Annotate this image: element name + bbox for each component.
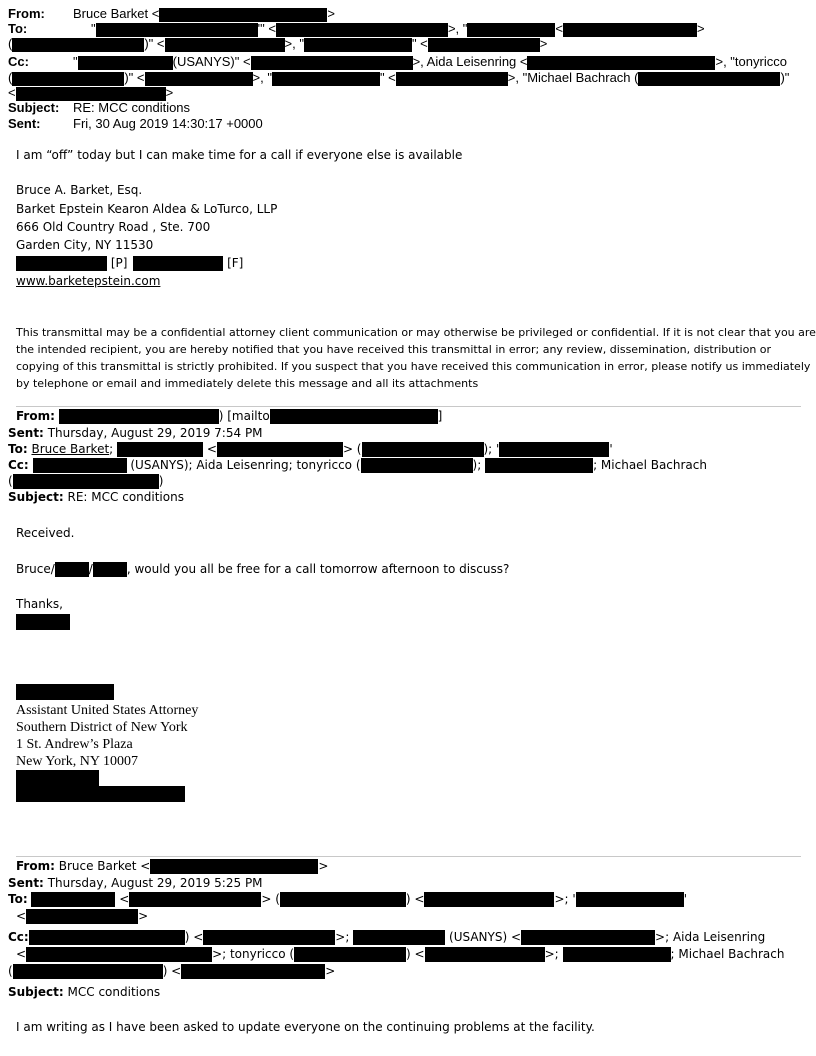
redaction: [362, 442, 484, 457]
subject-label: Subject:: [8, 490, 64, 504]
redaction: [485, 458, 593, 473]
redaction: [159, 8, 327, 22]
redaction: [29, 930, 185, 945]
text: )": [780, 70, 790, 85]
redaction: [353, 930, 445, 945]
sent-label: Sent:: [8, 876, 44, 890]
header-cc-line-1: [8, 55, 787, 70]
message-3-cc-line-2: [16, 946, 784, 963]
message-3-cc-line-3: [8, 963, 335, 980]
text: (: [8, 474, 13, 488]
text: >; Aida Leisenring: [655, 930, 766, 944]
text: ) <: [405, 892, 425, 906]
signature-title-4: New York, NY 10007: [16, 754, 138, 769]
cc-label: Cc:: [8, 930, 29, 944]
text: ) <: [184, 930, 204, 944]
redaction: [165, 38, 285, 52]
header-sent-line: [8, 117, 263, 131]
redaction: [59, 409, 219, 424]
redaction: [16, 684, 114, 700]
text: ; Michael Bachrach: [593, 458, 707, 472]
redaction: [33, 458, 127, 473]
redaction: [280, 892, 406, 907]
divider: [16, 856, 801, 857]
redaction: [96, 23, 258, 37]
text: >, "tonyricco: [715, 54, 787, 69]
from-label: From:: [8, 6, 45, 21]
message-2-thanks: Thanks,: [16, 597, 63, 611]
message-3-to-line-2: [16, 908, 148, 925]
cc-label: Cc:: [8, 54, 29, 69]
redaction: [527, 56, 715, 70]
message-3-sent-line: [8, 875, 263, 892]
message-1-body: I am “off” today but I can make time for a call if everyone else is available: [16, 148, 463, 162]
text: ;: [109, 442, 114, 456]
text: ); ': [483, 442, 500, 456]
redaction: [26, 947, 212, 962]
message-2-from-line: [16, 408, 442, 425]
text: ": [91, 21, 96, 36]
message-2-sent-line: [8, 425, 263, 442]
text: " <: [411, 36, 428, 51]
redaction: [576, 892, 684, 907]
text: >, ": [284, 36, 304, 51]
disclaimer-line-2: the intended recipient, you are hereby notified that you have received this transmittal in error; any review, dissemination, distribution or: [16, 343, 772, 356]
divider: [16, 406, 801, 407]
redaction: [13, 474, 159, 489]
phone-tag: [P]: [110, 256, 128, 270]
from-name: Bruce Barket <: [58, 859, 151, 873]
text: (USANYS)" <: [172, 54, 251, 69]
redaction: [521, 930, 655, 945]
redaction: [78, 56, 173, 70]
text: ): [158, 474, 164, 488]
text: (: [8, 964, 13, 978]
sent-label: Sent:: [8, 116, 41, 131]
signature-website-link[interactable]: [16, 273, 160, 290]
signature-address-2: Garden City, NY 11530: [16, 238, 154, 252]
signature-title-1: Assistant United States Attorney: [16, 703, 199, 718]
redaction: [93, 562, 127, 577]
redaction: [425, 947, 545, 962]
header-from-line: [8, 7, 335, 22]
text: <: [16, 947, 27, 961]
subject: RE: MCC conditions: [73, 100, 191, 115]
message-3-from-line: [16, 858, 328, 875]
text: ': [683, 892, 688, 906]
redaction: [16, 786, 185, 802]
message-3-cc-line: [8, 929, 765, 946]
text: , would you all be free for a call tomorrow afternoon to discuss?: [126, 562, 510, 576]
text: >;: [335, 930, 350, 944]
to-name[interactable]: Bruce Barket: [31, 442, 110, 456]
sent-date: Thursday, August 29, 2019 5:25 PM: [47, 876, 263, 890]
text: ]: [437, 409, 443, 423]
text: >: [325, 964, 336, 978]
text: >, ": [252, 70, 272, 85]
redaction: [203, 930, 335, 945]
cc-label: Cc:: [8, 458, 29, 472]
website-link-text[interactable]: www.barketepstein.com: [16, 274, 161, 288]
redaction: [55, 562, 89, 577]
text: >, Aida Leisenring <: [412, 54, 528, 69]
text: >; ': [554, 892, 576, 906]
message-3-body: I am writing as I have been asked to update everyone on the continuing problems at the facility.: [16, 1020, 595, 1034]
text: >: [696, 21, 705, 36]
from-name: Bruce Barket <: [73, 6, 160, 21]
text: <: [555, 21, 563, 36]
message-3-subject-line: [8, 984, 160, 1001]
text: );: [472, 458, 482, 472]
redaction: [563, 947, 671, 962]
text: (: [8, 36, 13, 51]
header-cc-line-2: [8, 71, 789, 86]
redaction: [26, 909, 138, 924]
fax-tag: [F]: [227, 256, 244, 270]
text: ) <: [162, 964, 182, 978]
redaction: [16, 256, 107, 271]
header-to-line-1: [8, 22, 705, 37]
redaction: [145, 72, 253, 86]
redaction: [150, 859, 318, 874]
text: Bruce/: [16, 562, 55, 576]
redaction: [133, 256, 223, 271]
text: )" <: [124, 70, 145, 85]
text: (USANYS) <: [449, 930, 522, 944]
redaction: [467, 23, 555, 37]
from-label: From:: [16, 409, 55, 423]
text: >: [318, 859, 329, 873]
text: > (: [261, 892, 280, 906]
disclaimer-line-3: copying of this transmittal is strictly prohibited. If you suspect that you have received this communication in error, please notify us immediately: [16, 360, 811, 373]
sent-date: Thursday, August 29, 2019 7:54 PM: [47, 426, 263, 440]
text: '" <: [257, 21, 276, 36]
from-close: >: [327, 6, 335, 21]
message-2-received: Received.: [16, 526, 75, 540]
text: > (: [342, 442, 362, 456]
disclaimer-line-1: This transmittal may be a confidential attorney client communication or may otherwise be privileged or confidential. If it is not clear that you are: [16, 326, 816, 339]
text: >, ": [447, 21, 468, 36]
message-2-to-line: [8, 441, 613, 458]
text: <: [206, 442, 217, 456]
subject-label: Subject:: [8, 985, 64, 999]
disclaimer-line-4: by telephone or email and immediately delete this message and all its attachments: [16, 377, 479, 390]
text: /: [88, 562, 93, 576]
redaction: [181, 964, 325, 979]
text: ": [73, 54, 78, 69]
text: )" <: [144, 36, 165, 51]
signature-firm: Barket Epstein Kearon Aldea & LoTurco, LLP: [16, 202, 278, 216]
message-2-cc-line: [8, 457, 707, 474]
message-2-cc-line-2: [8, 473, 163, 490]
redaction: [270, 409, 438, 424]
redaction: [499, 442, 609, 457]
text: >: [539, 36, 548, 51]
redaction: [563, 23, 697, 37]
text: >, "Michael Bachrach (: [507, 70, 639, 85]
message-3-to-line: [8, 891, 687, 908]
to-label: To:: [8, 21, 28, 36]
subject: MCC conditions: [67, 985, 161, 999]
to-label: To:: [8, 892, 28, 906]
redaction: [16, 770, 99, 786]
text: >: [165, 85, 174, 100]
signature-name: Bruce A. Barket, Esq.: [16, 183, 143, 197]
message-2-question: [16, 561, 509, 578]
redaction: [12, 38, 144, 52]
text: >;: [544, 947, 559, 961]
text: (USANYS); Aida Leisenring; tonyricco (: [130, 458, 361, 472]
signature-title-3: 1 St. Andrew’s Plaza: [16, 737, 133, 752]
signature-address-1: 666 Old Country Road , Ste. 700: [16, 220, 211, 234]
header-cc-line-3: [8, 86, 173, 101]
text: >: [138, 909, 149, 923]
text: ) <: [406, 947, 425, 961]
redaction: [16, 87, 166, 101]
to-label: To:: [8, 442, 28, 456]
text: ) [mailto: [218, 409, 270, 423]
subject: RE: MCC conditions: [67, 490, 184, 504]
text: <: [119, 892, 130, 906]
redaction: [251, 56, 413, 70]
text: ': [609, 442, 613, 456]
redaction: [13, 964, 163, 979]
header-to-line-2: [8, 37, 547, 52]
text: (: [8, 70, 13, 85]
redaction: [276, 23, 448, 37]
text: " <: [379, 70, 396, 85]
text: <: [16, 909, 27, 923]
redaction: [31, 892, 115, 907]
redaction: [424, 892, 554, 907]
from-label: From:: [16, 859, 55, 873]
redaction: [361, 458, 473, 473]
text: ; Michael Bachrach: [670, 947, 785, 961]
redaction: [16, 614, 70, 630]
sent-label: Sent:: [8, 426, 44, 440]
redaction: [117, 442, 203, 457]
redaction: [304, 38, 412, 52]
signature-phone-fax: [16, 255, 243, 272]
text: >; tonyricco (: [212, 947, 295, 961]
redaction: [272, 72, 380, 86]
subject-label: Subject:: [8, 100, 60, 115]
redaction: [217, 442, 343, 457]
redaction: [12, 72, 124, 86]
redaction: [129, 892, 261, 907]
header-subject-line: [8, 101, 190, 115]
text: <: [8, 85, 16, 100]
message-2-subject-line: [8, 489, 184, 506]
sent-date: Fri, 30 Aug 2019 14:30:17 +0000: [73, 116, 263, 131]
signature-title-2: Southern District of New York: [16, 720, 188, 735]
redaction: [396, 72, 508, 86]
redaction: [294, 947, 406, 962]
redaction: [428, 38, 540, 52]
redaction: [638, 72, 780, 86]
